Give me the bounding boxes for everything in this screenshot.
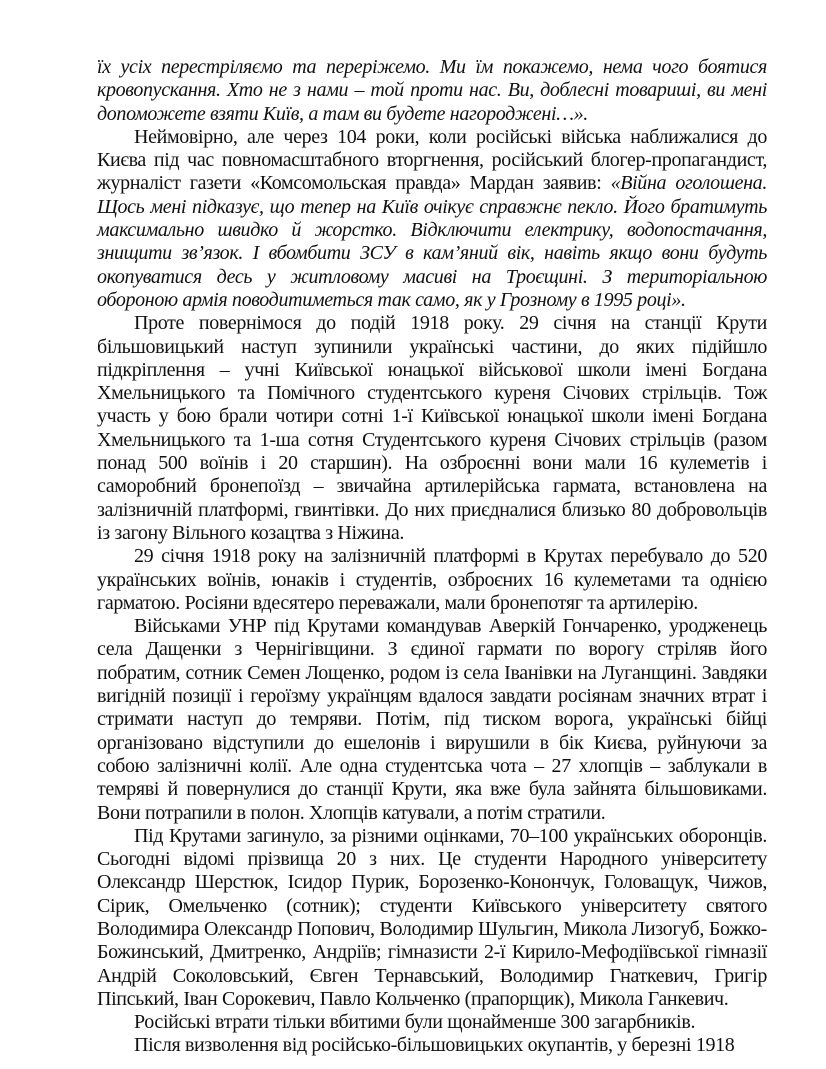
italic-quote-text: їх усіх перестріляємо та переріжемо. Ми їм покажемо, нема чого боятися кровопускання. Хто не з нами – той проти нас. Ви, доблесні товариші, ви мені допоможете взяти Київ, а там ви будете нагороджені…». xyxy=(97,56,767,125)
paragraph-text: Проте повернімося до подій 1918 року. 29 січня на станції Крути більшовицький наступ зупинили українські частини, до яких підійшло підкріплення – учні Київської юнацької військової школи імені Богдана Хмельницького та Помічного студентського куреня Січових стрільців. Тож участь у бою брали чотири сотні 1-ї Київської юнацької школи імені Богдана Хмельницького та 1-ша сотня Студентського куреня Січових стрільців (разом понад 500 воїнів і 20 старшин). На озброєнні вони мали 16 кулеметів і саморобний бронепоїзд – звичайна артилерійська гармата, встановлена на залізничній платформі, гвинтівки. До них приєдналися близько 80 добровольців із загону Вільного козацтва з Ніжина. xyxy=(97,312,767,544)
paragraph-mardan-statement xyxy=(97,126,767,312)
italic-quote-text: «Війна оголошена. Щось мені підказує, що тепер на Київ очікує справжнє пекло. Його братимуть максимально швидко й жорстко. Відключити електрику, водопостачання, знищити зв’язок. І вбомбити ЗСУ в кам’яний вік, навіть якщо вони будуть окопуватися десь у житловому масиві на Троєщині. З територіальною обороною армія поводитиметься так само, як у Грозному в 1995 році». xyxy=(97,172,767,311)
paragraph-text: 29 січня 1918 року на залізничній платформі в Крутах перебувало до 520 українських воїнів, юнаків і студентів, озброєних 16 кулеметами та однією гарматою. Росіяни вдесятеро переважали, мали бронепотяг та артилерію. xyxy=(97,545,767,614)
paragraph-quote-continuation xyxy=(97,56,767,126)
paragraph-text: Після визволення від російсько-більшовицьких окупантів, у березні 1918 xyxy=(134,1034,735,1057)
paragraph-russian-losses xyxy=(97,1011,767,1034)
paragraph-liberation xyxy=(97,1034,767,1057)
paragraph-text: Неймовірно, але через 104 роки, коли російські війська наближалися до Києва під час повномасштабного вторгнення, російський блогер-пропагандист, журналіст газети «Комсомольская правда» Мардан заявив: xyxy=(97,125,767,195)
paragraph-kruty-defense xyxy=(97,312,767,545)
paragraph-text: Військами УНР під Крутами командував Аверкій Гончаренко, уродженець села Дащенки з Чернігівщини. З єдиної гармати по ворогу стріляв його побратим, сотник Семен Лощенко, родом із села Іванівки на Луганщині. Завдяки вигідній позиції і героїзму українцям вдалося завдати росіянам значних втрат і стримати наступ до темряви. Потім, під тиском ворога, українські бійці організовано відступили до ешелонів і вирушили в бік Києва, руйнуючи за собою залізничні колії. Але одна студентська чота – 27 хлопців – заблукали в темряві й повернулися до станції Крути, яка вже була зайнята більшовиками. Вони потрапили в полон. Хлопців катували, а потім стратили. xyxy=(97,615,767,824)
paragraph-fallen xyxy=(97,825,767,1011)
paragraph-text: Під Крутами загинуло, за різними оцінками, 70–100 українських оборонців. Сьогодні відомі прізвища 20 з них. Це студенти Народного університету Олександр Шерстюк, Ісидор Пурик, Борозенко-Конончук, Головащук, Чижов, Сірик, Омельченко (сотник); студенти Київського університету святого Володимира Олександр Попович, Володимир Шульгин, Микола Лизогуб, Божко-Божинський, Дмитренко, Андріїв; гімназисти 2-ї Кирило-Мефодіївської гімназії Андрій Соколовський, Євген Тернавський, Володимир Гнаткевич, Григір Піпський, Іван Сорокевич, Павло Кольченко (прапорщик), Микола Ганкевич. xyxy=(97,824,767,1010)
document-page xyxy=(97,56,767,1058)
paragraph-body xyxy=(97,126,767,312)
paragraph-text: Російські втрати тільки вбитими були щонайменше 300 загарбників. xyxy=(134,1011,696,1034)
paragraph-battle xyxy=(97,615,767,825)
paragraph-forces xyxy=(97,545,767,615)
